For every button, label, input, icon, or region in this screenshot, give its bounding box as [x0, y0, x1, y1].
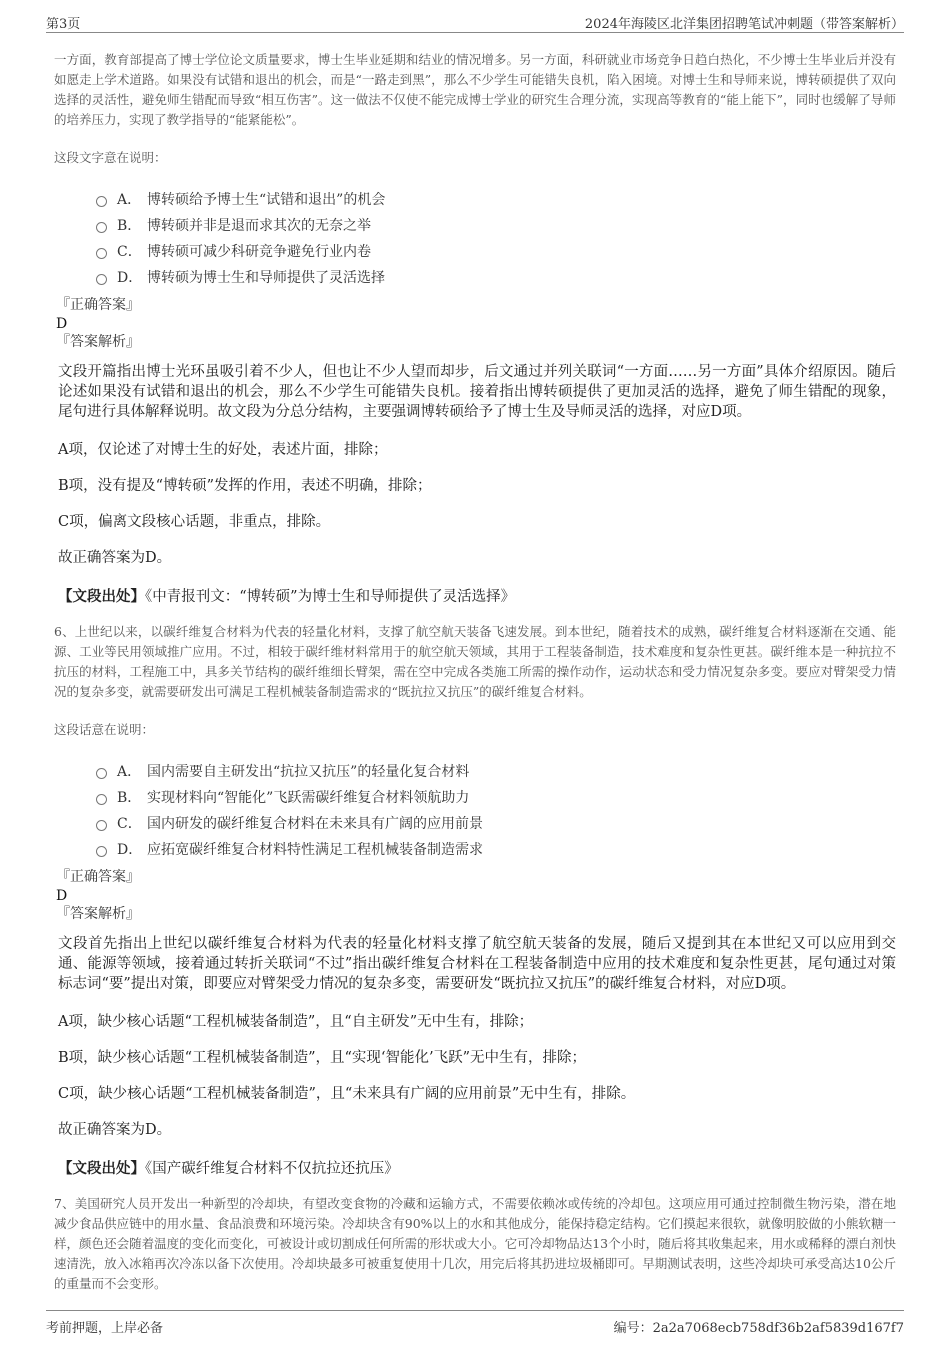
- q5-option-a[interactable]: [96, 186, 896, 212]
- option-text: 国内研发的碳纤维复合材料在未来具有广阔的应用前景: [147, 816, 483, 832]
- option-key: A．: [117, 764, 142, 780]
- q6-option-d[interactable]: [96, 836, 896, 862]
- q6-answer: D: [56, 888, 68, 904]
- radio-icon[interactable]: [96, 794, 107, 805]
- page-header: [46, 10, 904, 33]
- q5-analysis: 文段开篇指出博士光环虽吸引着不少人，但也让不少人望而却步，后文通过并列关联词“一方面……另一方面”具体介绍原因。随后论述如果没有试错和退出的机会，那么不少学生可能错失良机。接着指出博转硕提供了更加灵活的选择，避免了师生错配的现象，尾句进行具体解释说明。故文段为分总分结构，主要强调博转硕给予了博士生及导师灵活的选择，对应D项。: [58, 364, 896, 420]
- document-title: 2024年海陵区北洋集团招聘笔试冲刺题（带答案解析）: [584, 17, 904, 32]
- option-key: D．: [117, 270, 143, 286]
- option-key: D．: [117, 842, 143, 858]
- q5-prompt: 这段文字意在说明：: [54, 150, 167, 165]
- option-key: C．: [117, 244, 142, 260]
- option-key: C．: [117, 816, 142, 832]
- radio-icon[interactable]: [96, 846, 107, 857]
- option-text: 应拓宽碳纤维复合材料特性满足工程机械装备制造需求: [147, 842, 483, 858]
- option-text: 国内需要自主研发出“抗拉又抗压”的轻量化复合材料: [147, 764, 470, 780]
- answer-label: 『正确答案』: [56, 297, 140, 313]
- option-text: 博转硕可减少科研竞争避免行业内卷: [147, 244, 371, 260]
- option-key: B．: [117, 218, 142, 234]
- q5-item-a: A项，仅论述了对博士生的好处，表述片面，排除；: [58, 442, 388, 458]
- analysis-label: 『答案解析』: [56, 906, 140, 922]
- q6-analysis: 文段首先指出上世纪以碳纤维复合材料为代表的轻量化材料支撑了航空航天装备的发展，随后又提到其在本世纪又可以应用到交通、能源等领域，接着通过转折关联词“不过”指出碳纤维复合材料在工程装备制造中应用的技术难度和复杂性更甚，尾句通过对策标志词“要”提出对策，即要应对臂架受力情况的复杂多变，需要研发“既抗拉又抗压”的碳纤维复合材料，对应D项。: [58, 936, 896, 992]
- radio-icon[interactable]: [96, 196, 107, 207]
- q6-source: [58, 1157, 896, 1178]
- q6-conclusion: 故正确答案为D。: [58, 1122, 172, 1138]
- option-key: B．: [117, 790, 142, 806]
- option-key: A．: [117, 192, 142, 208]
- option-text: 博转硕给予博士生“试错和退出”的机会: [147, 192, 386, 208]
- source-prefix: 【文段出处】: [58, 588, 145, 605]
- source-title: 《中青报刊文：“博转硕”为博士生和导师提供了灵活选择》: [145, 589, 516, 605]
- q6-options: [96, 758, 896, 862]
- radio-icon[interactable]: [96, 274, 107, 285]
- q5-option-c[interactable]: [96, 238, 896, 264]
- radio-icon[interactable]: [96, 768, 107, 779]
- q6-option-b[interactable]: [96, 784, 896, 810]
- q6-prompt: 这段话意在说明：: [54, 722, 155, 737]
- page-footer: [46, 1310, 904, 1337]
- q6-item-c: C项，缺少核心话题“工程机械装备制造”，且“未来具有广阔的应用前景”无中生有，排除。: [58, 1086, 636, 1102]
- q5-item-c: C项，偏离文段核心话题，非重点，排除。: [58, 514, 331, 530]
- q5-conclusion: 故正确答案为D。: [58, 550, 172, 566]
- document-serial: 编号：2a2a7068ecb758df36b2af5839d167f7: [613, 1321, 904, 1336]
- q7-passage: 7、美国研究人员开发出一种新型的冷却块，有望改变食物的冷藏和运输方式，不需要依赖冰或传统的冷却包。这项应用可通过控制微生物污染，潜在地减少食品供应链中的用水量、食品浪费和环境污染。冷却块含有90%以上的水和其他成分，能保持稳定结构。它们摸起来很软，就像明胶做的小熊软糖一样，颜色还会随着温度的变化而变化，可被设计或切割成任何所需的形状或大小。它可冷却物品达13个小时，随后将其收集起来，用水或稀释的漂白剂快速清洗，放入冰箱再次冷冻以备下次使用。冷却块最多可被重复使用十几次，用完后将其扔进垃圾桶即可。早期测试表明，这些冷却块可承受高达10公斤的重量而不会变形。: [54, 1196, 896, 1291]
- q5-item-b: B项，没有提及“博转硕”发挥的作用，表述不明确，排除；: [58, 478, 432, 494]
- radio-icon[interactable]: [96, 248, 107, 259]
- q6-passage: 6、上世纪以来，以碳纤维复合材料为代表的轻量化材料，支撑了航空航天装备飞速发展。到本世纪，随着技术的成熟，碳纤维复合材料逐渐在交通、能源、工业等民用领域推广应用。不过，相较于碳纤维材料常用于的航空航天领域，其用于工程装备制造，技术难度和复杂性更甚。碳纤维本是一种抗拉不抗压的材料，工程施工中，具多关节结构的碳纤维细长臂架，需在空中完成各类施工所需的操作动作，运动状态和受力情况复杂多变。要应对臂架受力情况的复杂多变，就需要研发出可满足工程机械装备制造需求的“既抗拉又抗压”的碳纤维复合材料。: [54, 624, 896, 699]
- document-content: [54, 50, 896, 1294]
- q5-answer: D: [56, 316, 68, 332]
- q5-source: [58, 585, 896, 606]
- q5-passage: 一方面，教育部提高了博士学位论文质量要求，博士生毕业延期和结业的情况增多。另一方面，科研就业市场竞争日趋白热化，不少博士生毕业后并没有如愿走上学术道路。如果没有试错和退出的机会，而是“一路走到黑”，那么不少学生可能错失良机，陷入困境。对博士生和导师来说，博转硕提供了双向选择的灵活性，避免师生错配而导致“相互伤害”。这一做法不仅使不能完成博士学业的研究生合理分流，实现高等教育的“能上能下”，同时也缓解了导师的培养压力，实现了教学指导的“能紧能松”。: [54, 52, 896, 127]
- option-text: 博转硕并非是退而求其次的无奈之举: [147, 218, 371, 234]
- page-number: 第3页: [46, 17, 81, 32]
- q6-option-c[interactable]: [96, 810, 896, 836]
- q5-option-d[interactable]: [96, 264, 896, 290]
- q6-item-a: A项，缺少核心话题“工程机械装备制造”，且“自主研发”无中生有，排除；: [58, 1014, 534, 1030]
- answer-label: 『正确答案』: [56, 869, 140, 885]
- q5-option-b[interactable]: [96, 212, 896, 238]
- analysis-label: 『答案解析』: [56, 334, 140, 350]
- source-title: 《国产碳纤维复合材料不仅抗拉还抗压》: [145, 1161, 399, 1177]
- q6-item-b: B项，缺少核心话题“工程机械装备制造”，且“实现‘智能化’飞跃”无中生有，排除；: [58, 1050, 587, 1066]
- radio-icon[interactable]: [96, 222, 107, 233]
- source-prefix: 【文段出处】: [58, 1160, 145, 1177]
- option-text: 博转硕为博士生和导师提供了灵活选择: [147, 270, 385, 286]
- q6-option-a[interactable]: [96, 758, 896, 784]
- footer-slogan: 考前押题，上岸必备: [46, 1321, 164, 1336]
- radio-icon[interactable]: [96, 820, 107, 831]
- option-text: 实现材料向“智能化”飞跃需碳纤维复合材料领航助力: [147, 790, 470, 806]
- q5-options: [96, 186, 896, 290]
